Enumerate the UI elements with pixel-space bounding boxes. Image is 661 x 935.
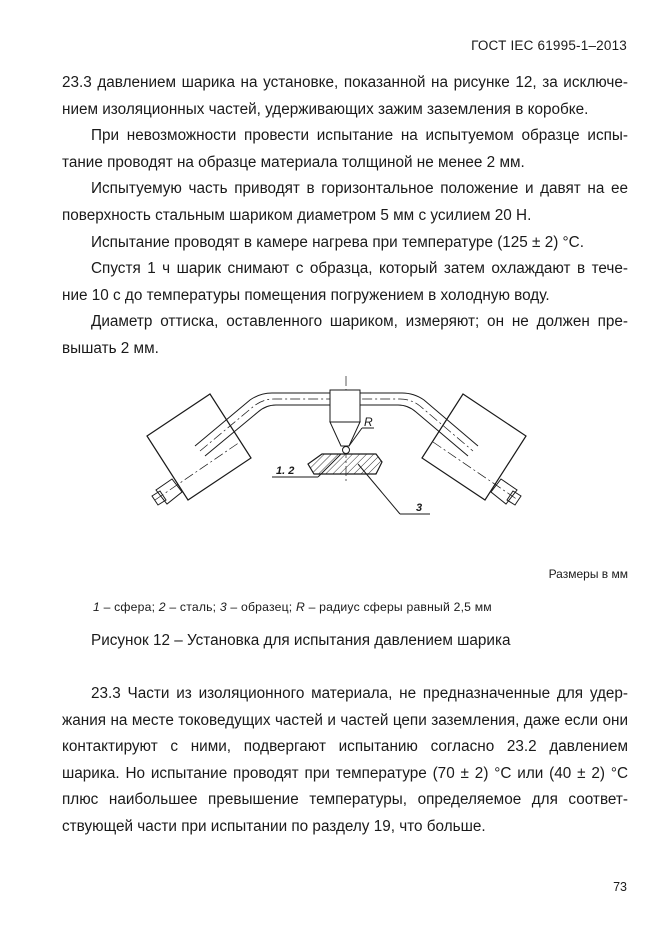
page-number: 73 (613, 880, 627, 894)
legend-value: – сталь; (165, 600, 220, 614)
figure-legend (93, 600, 492, 614)
document-header: ГОСТ IEC 61995-1–2013 (471, 38, 627, 53)
sphere-steel-label: 1. 2 (276, 465, 295, 477)
paragraph: При невозможности провести испытание на испытуемом образце испы-тание проводят на образце материала толщиной не менее 2 мм. (62, 127, 628, 171)
body-text-bottom (62, 681, 628, 841)
legend-key: R (295, 600, 305, 614)
ball-pressure-apparatus-figure (100, 374, 570, 534)
paragraph-continuation: 23.3 давлением шарика на установке, показанной на рисунке 12, за исключе-нием изоляционных частей, удерживающих зажим заземления в коробке. (62, 74, 628, 118)
paragraph: Спустя 1 ч шарик снимают с образца, который затем охлаждают в тече-ние 10 с до температуры помещения погружением в холодную воду. (62, 260, 628, 304)
specimen-label: 3 (416, 502, 423, 514)
left-weight-block (147, 394, 251, 505)
dimensions-note: Размеры в мм (548, 567, 628, 581)
legend-value: – радиус сферы равный 2,5 мм (304, 600, 492, 614)
figure-caption: Рисунок 12 – Установка для испытания давлением шарика (91, 632, 511, 649)
legend-value: – сфера; (99, 600, 159, 614)
body-text-top (62, 70, 628, 363)
paragraph: Испытание проводят в камере нагрева при температуре (125 ± 2) °С. (91, 233, 584, 251)
legend-value: – образец; (226, 600, 296, 614)
legend-key: 3 (219, 600, 227, 614)
paragraph: 23.3 Части из изоляционного материала, не предназначенные для удер-жания на месте токоведущих частей и частей цепи заземления, даже если они контактируют с ними, подвергают испытанию согласно 23.2 давлением шарика. Но испытание проводят при температуре (70 ± 2) °С или (40 ± 2) °С плюс наибольшее превышение температуры, определяемое для соответ-ствующей части при испытании по разделу 19, что больше. (62, 685, 628, 835)
legend-key: 2 (158, 600, 166, 614)
legend-key: 1 (93, 600, 100, 614)
radius-label: R (364, 415, 373, 429)
paragraph: Диаметр оттиска, оставленного шариком, измеряют; он не должен пре-вышать 2 мм. (62, 313, 628, 357)
paragraph: Испытуемую часть приводят в горизонтальное положение и давят на ее поверхность стальным шариком диаметром 5 мм с усилием 20 Н. (62, 180, 628, 224)
test-specimen (308, 454, 382, 474)
ball-plunger (330, 390, 360, 454)
right-weight-block (422, 394, 526, 505)
